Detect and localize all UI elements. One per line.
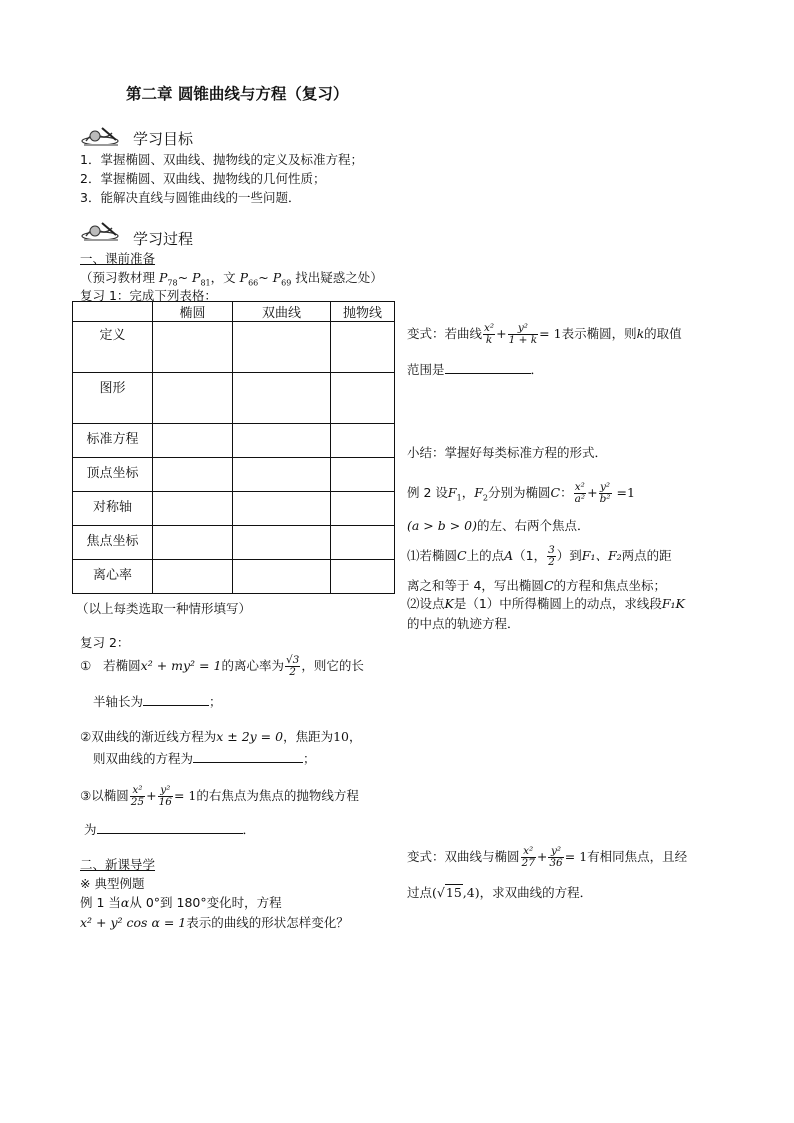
- part1-heading: 一、课前准备: [80, 251, 156, 266]
- row-label: 离心率: [73, 560, 153, 594]
- variant-2: 变式：双曲线与椭圆 $\frac{\text{x²}}{27}$ + $\frac{\text{y²}}{36}$ = 1有相同焦点，且经: [407, 845, 688, 869]
- preview-instruction: （预习教材理 $P_{78}\sim$ $P_{81}$，文 $P_{66}\sim$ $P_{69}$ 找出疑惑之处）: [80, 270, 383, 288]
- variant-2-line2: 过点(√15,4)，求双曲线的方程．: [407, 885, 593, 900]
- review1-label: 复习 1：完成下列表格：: [80, 288, 217, 303]
- answer-cell[interactable]: [153, 424, 233, 458]
- answer-cell[interactable]: [153, 492, 233, 526]
- answer-cell[interactable]: [331, 424, 395, 458]
- fraction: $\frac{\text{x²}}{27}$: [521, 845, 535, 869]
- answer-cell[interactable]: [153, 560, 233, 594]
- question-2-line2: 则双曲线的方程为 ；: [93, 751, 316, 766]
- answer-cell[interactable]: [233, 492, 331, 526]
- fraction: $\frac{\text{y²}}{\text{b²}}$: [599, 481, 611, 505]
- answer-cell[interactable]: [331, 322, 395, 373]
- answer-cell[interactable]: [233, 458, 331, 492]
- goal-item: 1．掌握椭圆、双曲线、抛物线的定义及标准方程；: [80, 152, 363, 167]
- answer-cell[interactable]: [331, 526, 395, 560]
- goals-heading: 学习目标: [133, 130, 194, 148]
- example-2-part2-line2: 的中点的轨迹方程．: [407, 616, 520, 631]
- row-label: 顶点坐标: [73, 458, 153, 492]
- fraction: $\frac{\text{x²}}{\text{a²}}$: [574, 481, 586, 505]
- question-2: ②双曲线的渐近线方程为x ± 2y = 0，焦距为10，: [80, 729, 362, 744]
- table-row: [73, 492, 395, 526]
- answer-cell[interactable]: [153, 526, 233, 560]
- example-1: 例 1 当α从 0°到 180°变化时，方程: [80, 895, 282, 910]
- answer-cell[interactable]: [331, 492, 395, 526]
- example-2-part2: ⑵设点K是（1）中所得椭圆上的动点，求线段F₁K: [407, 596, 685, 611]
- row-label: 定义: [73, 322, 153, 373]
- goal-item: 3．能解决直线与圆锥曲线的一些问题．: [80, 190, 301, 205]
- page-title: 第二章 圆锥曲线与方程（复习）: [126, 84, 349, 103]
- examples-heading: ※ 典型例题: [80, 876, 145, 891]
- example-2: 例 2 设$F_1$，$F_2$分别为椭圆C： $\frac{\text{x²}}{\text{a²}}$ + $\frac{\text{y²}}{\text{b²}}$ =1: [407, 481, 635, 505]
- answer-cell[interactable]: [233, 424, 331, 458]
- variant-1-line2: 范围是 ．: [407, 362, 544, 377]
- fraction: $\frac{\text{y²}}{36}$: [549, 845, 563, 869]
- answer-cell[interactable]: [153, 458, 233, 492]
- variant-1: 变式：若曲线 $\frac{\text{x²}}{k}$ + $\frac{\text{y²}}{1 + k}$ = 1表示椭圆，则k的取值: [407, 322, 682, 346]
- row-label: 图形: [73, 373, 153, 424]
- answer-cell[interactable]: [331, 560, 395, 594]
- fraction: $\frac{\text{x²}}{25}$: [130, 784, 145, 808]
- fraction: $\frac{\text{y²}}{16}$: [158, 784, 172, 808]
- table-row: [73, 526, 395, 560]
- summary: 小结：掌握好每类标准方程的形式．: [407, 445, 608, 460]
- pen-and-book-icon: [78, 124, 124, 148]
- answer-cell[interactable]: [233, 560, 331, 594]
- answer-cell[interactable]: [233, 373, 331, 424]
- question-3-line2: 为 ．: [84, 822, 256, 837]
- row-label: 焦点坐标: [73, 526, 153, 560]
- example-2-part1: ⑴若椭圆C上的点A（1， $\frac{3}{2}$ ）到F₁、F₂两点的距: [407, 544, 672, 568]
- example-2-line2: (a > b > 0)的左、右两个焦点．: [407, 518, 590, 533]
- table-row: [73, 373, 395, 424]
- table-row: [73, 560, 395, 594]
- goal-item: 2．掌握椭圆、双曲线、抛物线的几何性质；: [80, 171, 326, 186]
- table-row: [73, 424, 395, 458]
- answer-cell[interactable]: [233, 526, 331, 560]
- table-header-cell: 椭圆: [153, 302, 233, 322]
- answer-cell[interactable]: [331, 373, 395, 424]
- row-label: 对称轴: [73, 492, 153, 526]
- example-1-line2: x² + y² cos α = 1表示的曲线的形状怎样变化？: [80, 915, 349, 930]
- fraction: $\frac{\text{y²}}{1 + k}$: [508, 322, 538, 346]
- fraction: $\frac{3}{2}$: [548, 544, 555, 568]
- pen-and-book-icon: [78, 219, 124, 243]
- answer-cell[interactable]: [233, 322, 331, 373]
- table-header-cell: 抛物线: [331, 302, 395, 322]
- fraction: $\frac{\text{x²}}{k}$: [484, 322, 495, 346]
- answer-blank[interactable]: [143, 693, 209, 706]
- table-header-cell: 双曲线: [233, 302, 331, 322]
- fraction: $\frac{√3}{2}$: [285, 654, 300, 678]
- answer-cell[interactable]: [153, 322, 233, 373]
- review2-label: 复习 2：: [80, 635, 130, 650]
- example-2-part1-line2: 离之和等于 4，写出椭圆C的方程和焦点坐标；: [407, 578, 667, 593]
- answer-blank[interactable]: [445, 361, 531, 374]
- answer-cell[interactable]: [331, 458, 395, 492]
- question-1-line2: 半轴长为 ；: [93, 694, 222, 709]
- process-heading: 学习过程: [133, 230, 194, 248]
- table-note: （以上每类选取一种情形填写）: [76, 601, 252, 616]
- table-row: [73, 322, 395, 373]
- answer-blank[interactable]: [193, 750, 303, 763]
- part2-heading: 二、新课导学: [80, 857, 156, 872]
- table-row: [73, 458, 395, 492]
- question-3: ③以椭圆 $\frac{\text{x²}}{25}$ + $\frac{\text{y²}}{16}$ = 1的右焦点为焦点的抛物线方程: [80, 784, 359, 808]
- review-table: [72, 301, 395, 594]
- table-header-cell: [73, 302, 153, 322]
- answer-blank[interactable]: [97, 821, 243, 834]
- question-1: ① 若椭圆x² + my² = 1的离心率为 $\frac{√3}{2}$ ，则它的长: [80, 654, 364, 678]
- row-label: 标准方程: [73, 424, 153, 458]
- answer-cell[interactable]: [153, 373, 233, 424]
